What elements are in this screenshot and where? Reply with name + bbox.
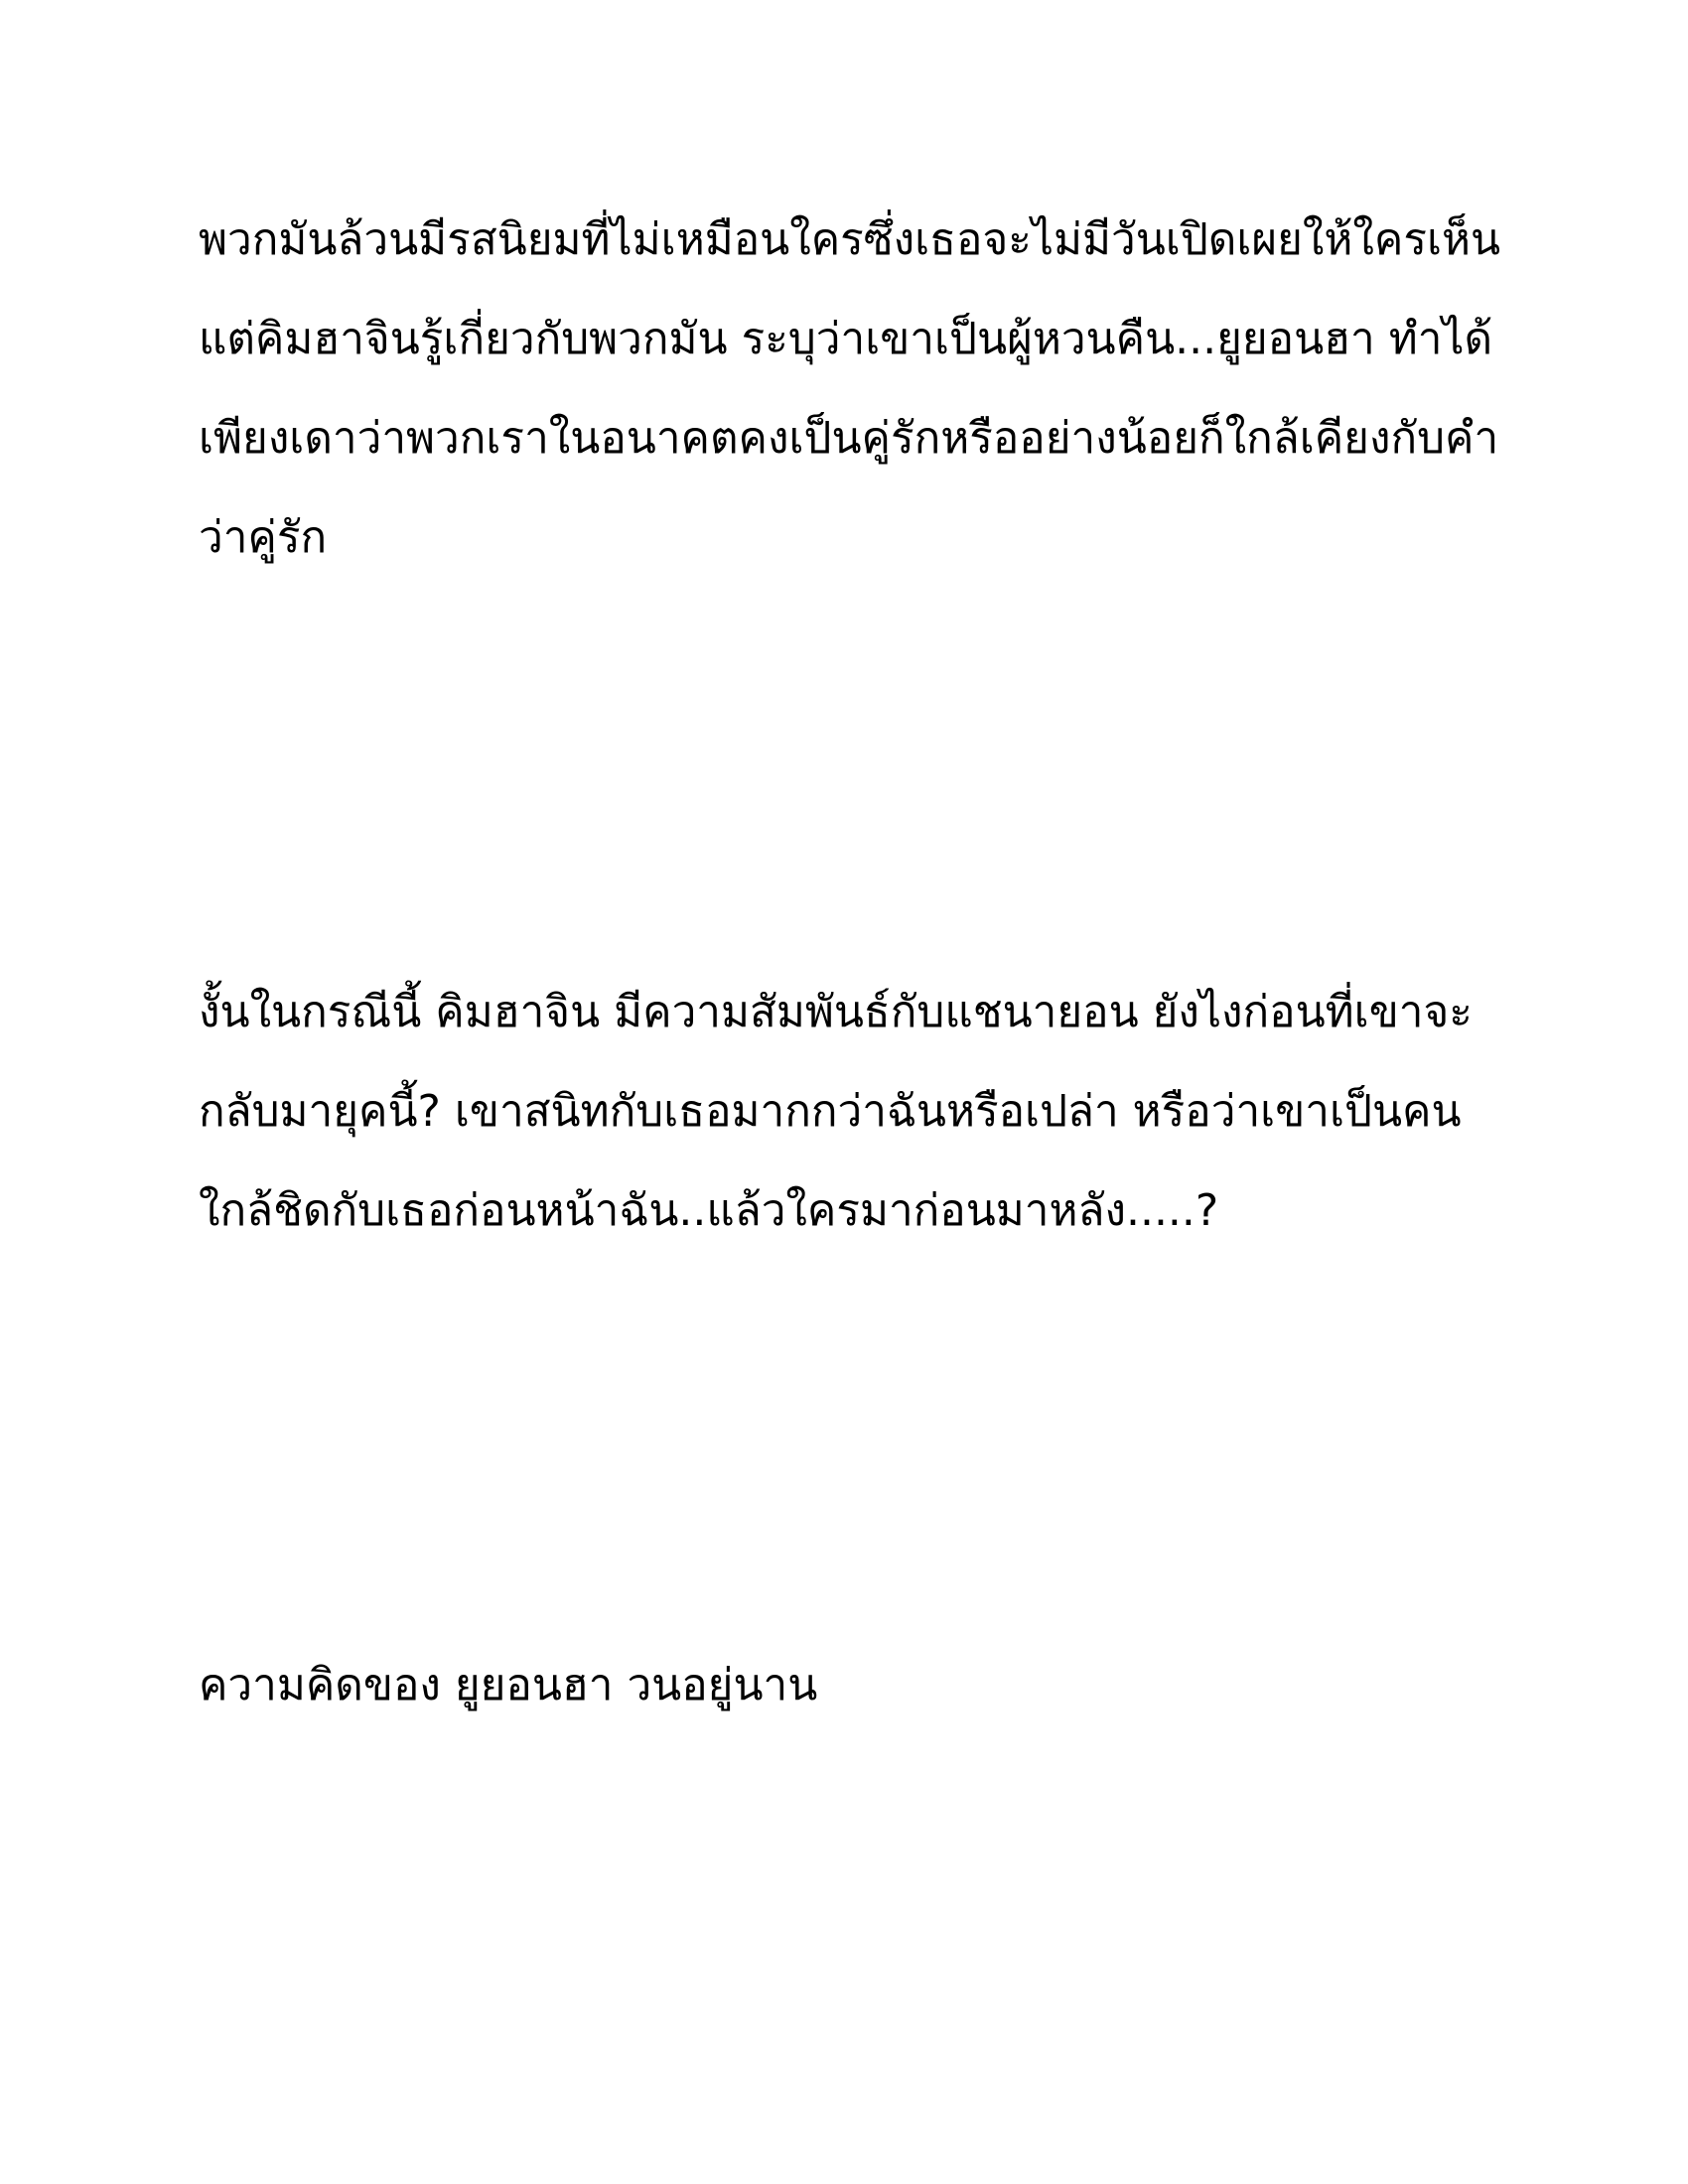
paragraph-2-line-1: งั้นในกรณีนี้ คิมฮาจิน มีความสัมพันธ์กับแชนายอน ยังไงก่อนที่เขาจะ <box>199 987 1473 1037</box>
paragraph-1-line-4: ว่าคู่รัก <box>199 512 328 563</box>
paragraph-2-line-3: ใกล้ชิดกับเธอก่อนหน้าฉัน..แล้วใครมาก่อนมาหลัง.....? <box>199 1185 1219 1236</box>
paragraph-1-line-3: เพียงเดาว่าพวกเราในอนาคตคงเป็นคู่รักหรืออย่างน้อยก็ใกล้เคียงกับคำ <box>199 413 1499 464</box>
paragraph-1-line-1: พวกมันล้วนมีรสนิยมที่ไม่เหมือนใครซึ่งเธอจะไม่มีวันเปิดเผยให้ใครเห็น <box>199 214 1501 265</box>
paragraph-2-line-2: กลับมายุคนี้? เขาสนิทกับเธอมากกว่าฉันหรือเปล่า หรือว่าเขาเป็นคน <box>199 1086 1462 1137</box>
paragraph-3-line-1: ความคิดของ ยูยอนฮา วนอยู่นาน <box>199 1660 818 1710</box>
paragraph-1-line-2: แต่คิมฮาจินรู้เกี่ยวกับพวกมัน ระบุว่าเขาเป็นผู้หวนคืน...ยูยอนฮา ทำได้ <box>199 314 1493 364</box>
